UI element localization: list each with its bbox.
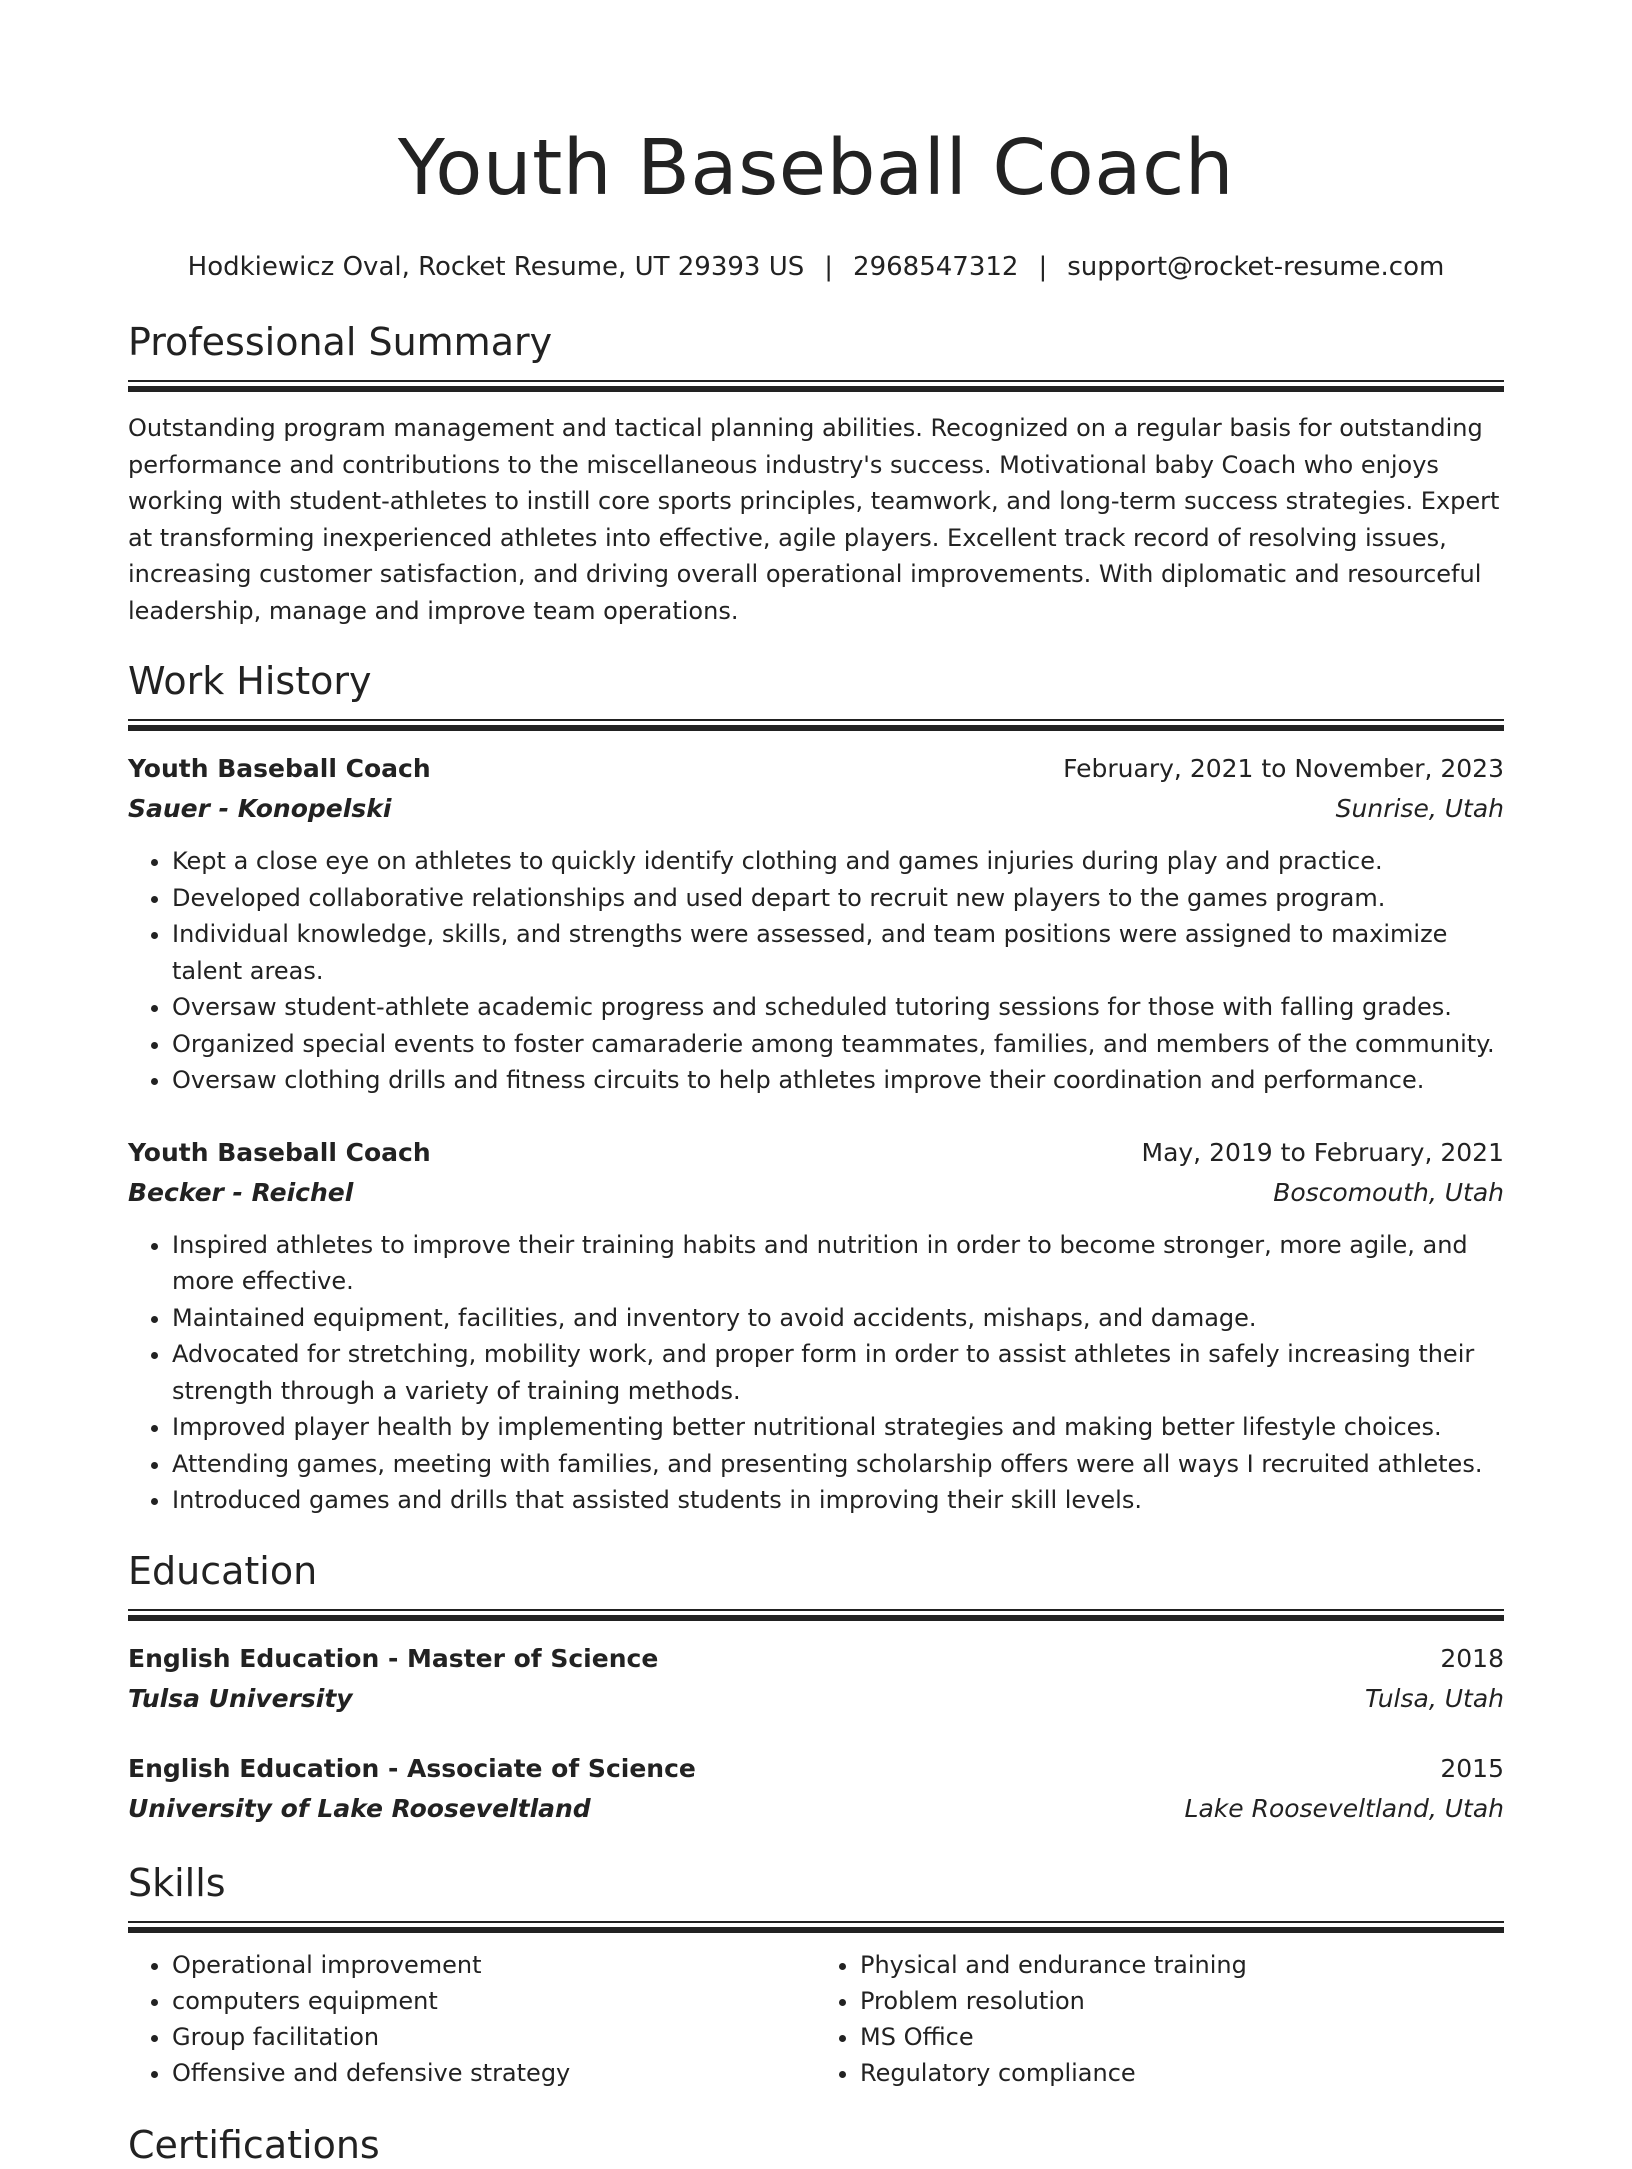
job-company-row: [128, 1173, 1504, 1213]
education-location: Lake Rooseveltland, Utah: [1184, 1793, 1504, 1823]
job-bullet: • Oversaw student-athlete academic progress and scheduled tutoring sessions for those with falling grades.: [172, 989, 1504, 1026]
contact-separator: |: [1038, 252, 1048, 282]
job-entry: [128, 1133, 1504, 1519]
education-header-row: [128, 1749, 1504, 1789]
contact-email: support@rocket-resume.com: [1067, 252, 1445, 282]
job-company: Becker - Reichel: [128, 1177, 354, 1207]
job-bullet-list: [128, 843, 1504, 1099]
skills-list-right: [816, 1947, 1504, 2091]
education-entry: [128, 1639, 1504, 1719]
job-bullet: • Oversaw clothing drills and fitness circuits to help athletes improve their coordination and performance.: [172, 1062, 1504, 1099]
summary-section: [128, 318, 1504, 629]
certifications-section: [128, 2121, 1504, 2169]
job-bullet: • Developed collaborative relationships and used depart to recruit new players to the games program.: [172, 880, 1504, 917]
section-heading-work-history: Work History: [128, 659, 372, 703]
contact-separator: |: [824, 252, 834, 282]
job-title: Youth Baseball Coach: [128, 1137, 431, 1167]
job-bullet: • Maintained equipment, facilities, and inventory to avoid accidents, mishaps, and damage.: [172, 1300, 1504, 1337]
contact-line: [128, 250, 1504, 284]
skill-item: • Offensive and defensive strategy: [172, 2055, 816, 2091]
job-location: Boscomouth, Utah: [1273, 1177, 1504, 1207]
skill-item: • computers equipment: [172, 1983, 816, 2019]
section-divider: [128, 1609, 1504, 1621]
skill-item: • MS Office: [860, 2019, 1504, 2055]
job-bullet: • Advocated for stretching, mobility work, and proper form in order to assist athletes in safely increasing their strength through a variety of training methods.: [172, 1336, 1504, 1409]
skill-item: • Regulatory compliance: [860, 2055, 1504, 2091]
contact-address: Hodkiewicz Oval, Rocket Resume, UT 29393 US: [187, 252, 805, 282]
job-bullet-list: [128, 1227, 1504, 1519]
job-bullet: • Kept a close eye on athletes to quickly identify clothing and games injuries during play and practice.: [172, 843, 1504, 880]
job-entry: [128, 749, 1504, 1099]
summary-text: Outstanding program management and tactical planning abilities. Recognized on a regular basis for outstanding performance and contributions to the miscellaneous industry's success. Motivational baby Coach who enjoys working with student-athletes to instill core sports principles, teamwork, and long-term success strategies. Expert at transforming inexperienced athletes into effective, agile players. Excellent track record of resolving issues, increasing customer satisfaction, and driving overall operational improvements. With diplomatic and resourceful leadership, manage and improve team operations.: [128, 414, 1500, 625]
education-header-row: [128, 1639, 1504, 1679]
education-section: [128, 1547, 1504, 1829]
education-location: Tulsa, Utah: [1364, 1683, 1504, 1713]
contact-phone: 2968547312: [853, 252, 1019, 282]
work-history-section: [128, 657, 1504, 1519]
job-dates: February, 2021 to November, 2023: [1063, 754, 1504, 783]
section-heading-certifications: Certifications: [128, 2122, 380, 2167]
education-school: Tulsa University: [128, 1683, 353, 1713]
education-year: 2015: [1440, 1753, 1504, 1783]
job-bullet: • Introduced games and drills that assisted students in improving their skill levels.: [172, 1482, 1504, 1519]
education-entry: [128, 1749, 1504, 1829]
job-company-row: [128, 789, 1504, 829]
job-bullet: • Individual knowledge, skills, and strengths were assessed, and team positions were assigned to maximize talent areas.: [172, 916, 1504, 989]
job-header-row: [128, 749, 1504, 789]
section-heading-skills: Skills: [128, 1860, 226, 1905]
skill-item: • Problem resolution: [860, 1983, 1504, 2019]
skill-item: • Operational improvement: [172, 1947, 816, 1983]
job-bullet: • Improved player health by implementing better nutritional strategies and making better lifestyle choices.: [172, 1409, 1504, 1446]
job-title: Youth Baseball Coach: [128, 754, 431, 783]
section-divider: [128, 380, 1504, 392]
skills-columns: [128, 1947, 1504, 2091]
education-school-row: [128, 1789, 1504, 1829]
resume-title: Youth Baseball Coach: [397, 124, 1235, 213]
job-bullet: • Attending games, meeting with families, and presenting scholarship offers were all ways I recruited athletes.: [172, 1446, 1504, 1483]
skills-section: [128, 1859, 1504, 2091]
section-divider: [128, 719, 1504, 731]
education-school-row: [128, 1679, 1504, 1719]
skill-item: • Physical and endurance training: [860, 1947, 1504, 1983]
education-degree: English Education - Associate of Science: [128, 1753, 696, 1783]
section-heading-education: Education: [128, 1548, 318, 1593]
job-company: Sauer - Konopelski: [128, 794, 392, 823]
skill-item: • Group facilitation: [172, 2019, 816, 2055]
job-dates: May, 2019 to February, 2021: [1141, 1137, 1504, 1167]
job-bullet: • Organized special events to foster camaraderie among teammates, families, and members of the community.: [172, 1026, 1504, 1063]
section-heading-summary: Professional Summary: [128, 320, 553, 364]
job-location: Sunrise, Utah: [1335, 794, 1504, 823]
job-header-row: [128, 1133, 1504, 1173]
skills-list-left: [128, 1947, 816, 2091]
education-degree: English Education - Master of Science: [128, 1643, 659, 1673]
education-year: 2018: [1440, 1643, 1504, 1673]
job-bullet: • Inspired athletes to improve their training habits and nutrition in order to become stronger, more agile, and more effective.: [172, 1227, 1504, 1300]
section-divider: [128, 1921, 1504, 1933]
education-school: University of Lake Rooseveltland: [128, 1793, 591, 1823]
